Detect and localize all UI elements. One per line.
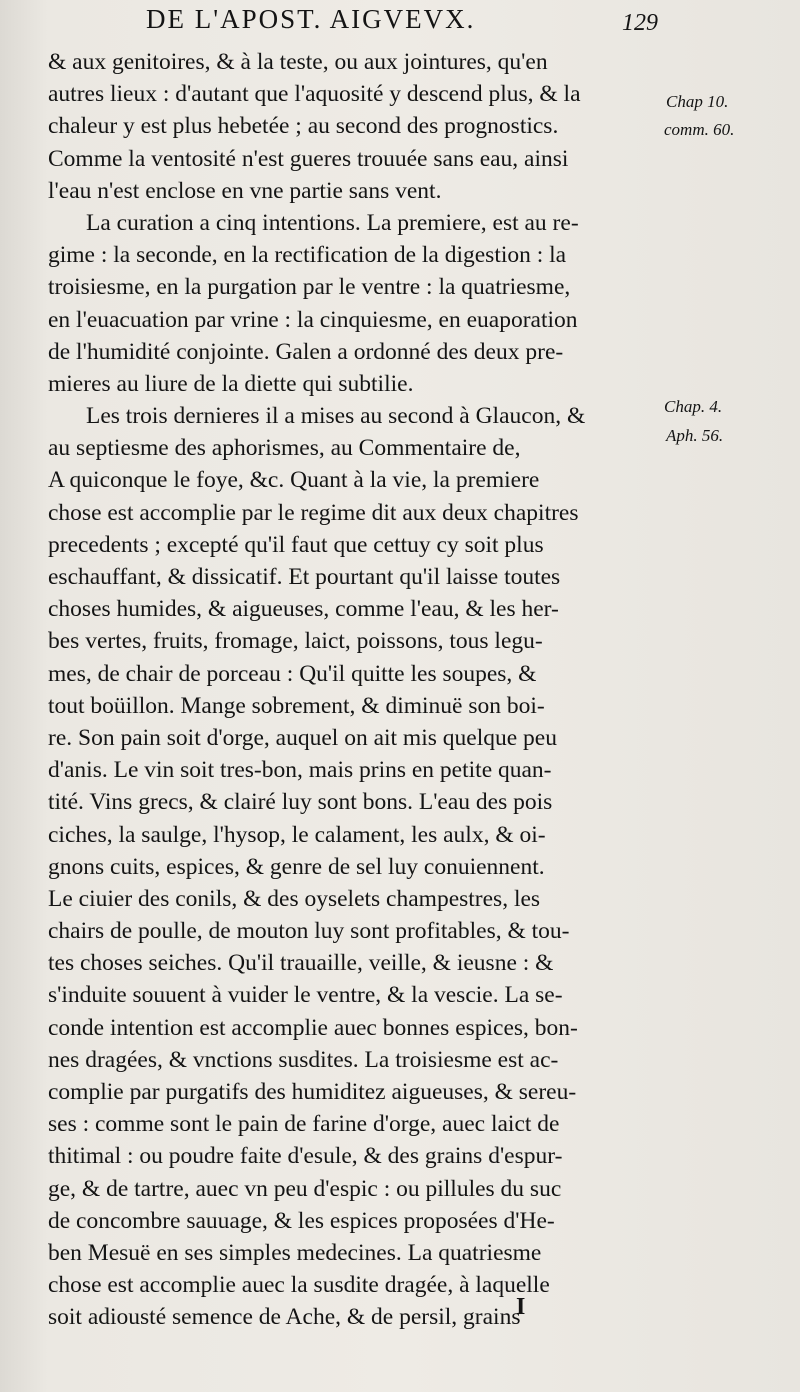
margin-note-chapter: Chap 10. xyxy=(666,92,729,111)
text-line: eschauffant, & dissicatif. Et pourtant qu'il laisse toutes xyxy=(48,564,561,590)
text-line: choses humides, & aigueuses, comme l'eau, & les her- xyxy=(48,596,559,623)
text-line: nes dragées, & vnctions susdites. La troisiesme est ac- xyxy=(48,1046,559,1073)
text-line: precedents ; excepté qu'il faut que cettuy cy soit plus xyxy=(48,531,544,558)
text-line: A quiconque le foye, &c. Quant à la vie, la premiere xyxy=(48,467,540,494)
text-line: complie par purgatifs des humiditez aigueuses, & sereu- xyxy=(48,1079,577,1105)
text-line: chose est accomplie par le regime dit aux deux chapitres xyxy=(48,499,579,526)
text-line: l'eau n'est enclose en vne partie sans vent. xyxy=(48,177,442,204)
text-line: ge, & de tartre, auec vn peu d'espic : ou pillules du suc xyxy=(48,1175,562,1202)
text-line: ciches, la saulge, l'hysop, le calament, les aulx, & oi- xyxy=(48,821,546,848)
text-line: mieres au liure de la diette qui subtilie. xyxy=(48,370,414,397)
text-line: conde intention est accomplie auec bonnes espices, bon- xyxy=(48,1014,578,1041)
text-line: d'anis. Le vin soit tres-bon, mais prins en petite quan- xyxy=(48,757,552,784)
paragraph-start-line: La curation a cinq intentions. La premiere, est au re- xyxy=(86,209,579,236)
text-line: de l'humidité conjointe. Galen a ordonné des deux pre- xyxy=(48,338,564,365)
signature-mark: I xyxy=(516,1294,526,1320)
page-number: 129 xyxy=(622,10,658,36)
running-title: DE L'APOST. AIGVEVX. xyxy=(146,4,476,34)
margin-note-aphorism: Aph. 56. xyxy=(666,426,724,445)
text-line: re. Son pain soit d'orge, auquel on ait mis quelque peu xyxy=(48,724,557,751)
text-line: ben Mesuë en ses simples medecines. La quatriesme xyxy=(48,1239,542,1266)
text-line: Le ciuier des conils, & des oyselets champestres, les xyxy=(48,885,541,912)
text-line: mes, de chair de porceau : Qu'il quitte les soupes, & xyxy=(48,660,537,687)
text-line: s'induite souuent à vuider le ventre, & la vescie. La se- xyxy=(48,982,563,1009)
text-line: thitimal : ou poudre faite d'esule, & des grains d'espur- xyxy=(48,1143,563,1170)
text-line: soit adiousté semence de Ache, & de persil, grains xyxy=(48,1304,521,1331)
body-text xyxy=(48,46,660,1334)
text-line: tout boüillon. Mange sobrement, & diminuë son boi- xyxy=(48,692,545,719)
text-line: chaleur y est plus hebetée ; au second des prognostics. xyxy=(48,113,559,140)
text-line: au septiesme des aphorismes, au Commentaire de, xyxy=(48,435,521,462)
text-line: bes vertes, fruits, fromage, laict, poissons, tous legu- xyxy=(48,628,543,655)
text-line: troisiesme, en la purgation par le ventre : la quatriesme, xyxy=(48,274,571,301)
text-line: chairs de poulle, de mouton luy sont profitables, & tou- xyxy=(48,918,570,945)
text-line: chose est accomplie auec la susdite dragée, à laquelle xyxy=(48,1272,550,1299)
text-line: & aux genitoires, & à la teste, ou aux jointures, qu'en xyxy=(48,49,548,75)
text-line: gime : la seconde, en la rectification de la digestion : la xyxy=(48,242,567,269)
text-line: gnons cuits, espices, & genre de sel luy conuiennent. xyxy=(48,853,545,880)
text-line: ses : comme sont le pain de farine d'orge, auec laict de xyxy=(48,1111,560,1138)
text-line: de concombre sauuage, & les espices proposées d'He- xyxy=(48,1207,555,1234)
text-line: tité. Vins grecs, & clairé luy sont bons. L'eau des pois xyxy=(48,789,553,816)
paragraph-start-line: Les trois dernieres il a mises au second à Glaucon, & xyxy=(86,403,586,430)
text-line: Comme la ventosité n'est gueres trouuée sans eau, ainsi xyxy=(48,145,569,172)
text-line: tes choses seiches. Qu'il trauaille, veille, & ieusne : & xyxy=(48,950,554,977)
margin-note-commentary: comm. 60. xyxy=(664,120,735,139)
text-line: autres lieux : d'autant que l'aquosité y descend plus, & la xyxy=(48,81,581,108)
text-line: en l'euacuation par vrine : la cinquiesme, en euaporation xyxy=(48,306,578,333)
margin-note-chapter: Chap. 4. xyxy=(664,397,723,416)
